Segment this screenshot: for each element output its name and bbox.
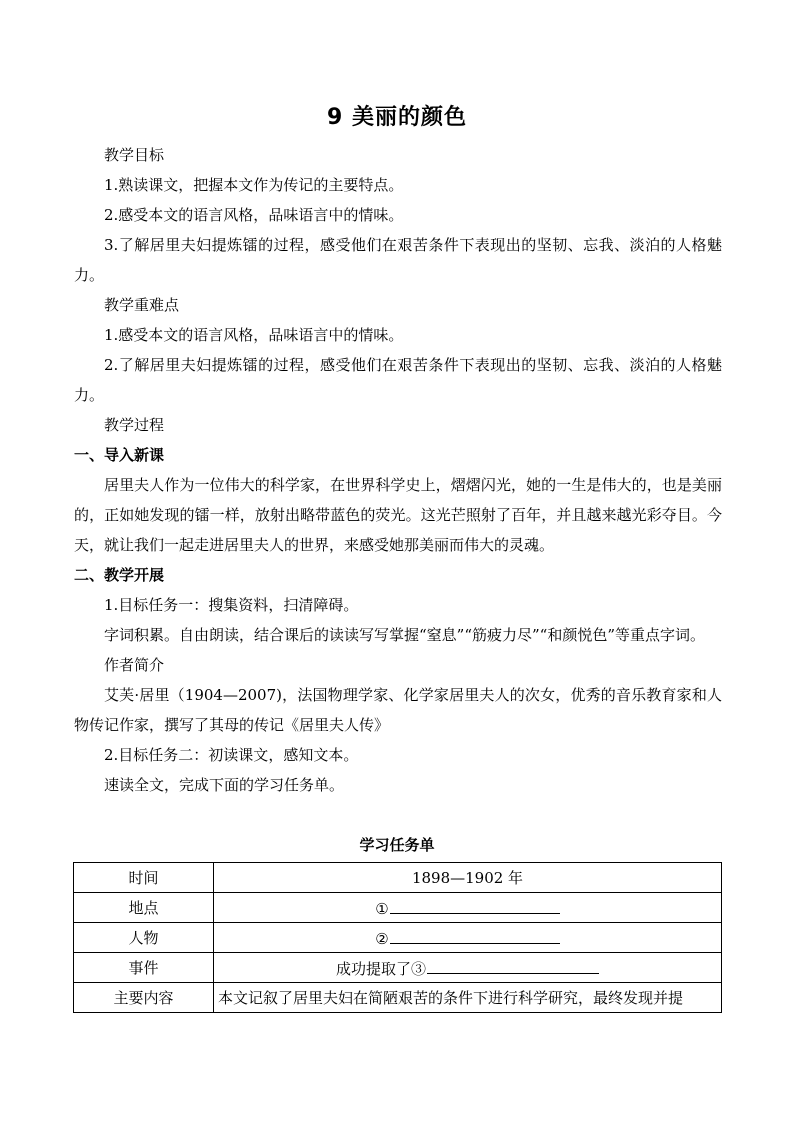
objective-item: 3.了解居里夫妇提炼镭的过程，感受他们在艰苦条件下表现出的坚韧、忘我、淡泊的人格魅力。 (74, 236, 722, 284)
table-row (74, 863, 722, 893)
table-row (74, 953, 722, 983)
row-value: 本文记叙了居里夫妇在简陋艰苦的条件下进行科学研究，最终发现并提 (214, 983, 722, 1013)
row-value-cell (214, 923, 722, 953)
objective-item: 2.感受本文的语言风格，品味语言中的情味。 (104, 206, 404, 224)
row-label: 地点 (74, 893, 214, 923)
section-label-objectives: 教学目标 (104, 146, 165, 164)
lesson-body (74, 140, 722, 800)
row-label: 事件 (74, 953, 214, 983)
row-label: 主要内容 (74, 983, 214, 1013)
task-one: 1.目标任务一：搜集资料，扫清障碍。 (104, 596, 359, 614)
vocabulary-paragraph: 字词积累。自由朗读，结合课后的读读写写掌握“窒息”“筋疲力尽”“和颜悦色”等重点字词。 (104, 626, 706, 644)
section-label-process: 教学过程 (104, 416, 165, 434)
table-row (74, 923, 722, 953)
answer-blank (427, 957, 599, 974)
answer-blank (390, 927, 560, 944)
task-two-instruction: 速读全文，完成下面的学习任务单。 (104, 776, 345, 794)
row-value-cell (214, 893, 722, 923)
table-row (74, 893, 722, 923)
author-paragraph: 艾芙·居里（1904—2007)，法国物理学家、化学家居里夫人的次女，优秀的音乐教育家和人物传记作家，撰写了其母的传记《居里夫人传》 (74, 686, 722, 734)
section-label-key-points: 教学重难点 (104, 296, 180, 314)
row-value-cell (214, 953, 722, 983)
objective-item: 1.熟读课文，把握本文作为传记的主要特点。 (104, 176, 404, 194)
heading-introduction: 一、导入新课 (74, 446, 165, 464)
row-label: 人物 (74, 923, 214, 953)
key-point-item: 2.了解居里夫妇提炼镭的过程，感受他们在艰苦条件下表现出的坚韧、忘我、淡泊的人格魅力。 (74, 356, 722, 404)
task-sheet-table (73, 862, 722, 1013)
section-label-author: 作者简介 (104, 656, 165, 674)
task-sheet-title: 学习任务单 (359, 836, 435, 854)
answer-blank (390, 897, 560, 914)
task-two: 2.目标任务二：初读课文，感知文本。 (104, 746, 359, 764)
lesson-title: 9 美丽的颜色 (327, 105, 467, 130)
row-value: 成功提取了③ (335, 959, 426, 978)
table-row (74, 983, 722, 1013)
heading-teaching: 二、教学开展 (74, 566, 165, 584)
row-value: 1898—1902 年 (214, 863, 722, 893)
intro-paragraph: 居里夫人作为一位伟大的科学家，在世界科学史上，熠熠闪光，她的一生是伟大的，也是美丽的，正如她发现的镭一样，放射出略带蓝色的荧光。这光芒照射了百年，并且越来越光彩夺目。今天，就让我们一起走进居里夫人的世界，来感受她那美丽而伟大的灵魂。 (74, 476, 722, 554)
row-value: ② (375, 930, 389, 948)
row-value: ① (375, 900, 389, 918)
key-point-item: 1.感受本文的语言风格，品味语言中的情味。 (104, 326, 404, 344)
row-label: 时间 (74, 863, 214, 893)
